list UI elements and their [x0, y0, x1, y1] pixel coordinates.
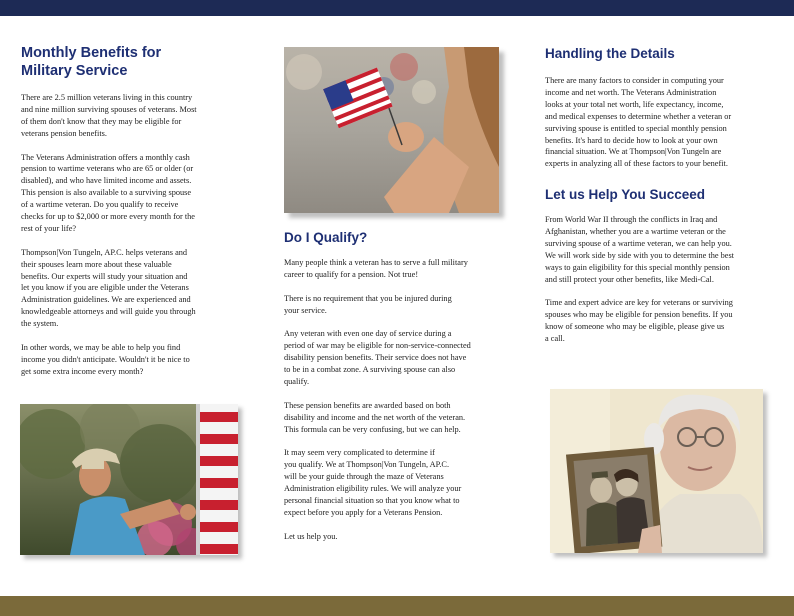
heading-let-us-help: Let us Help You Succeed: [545, 187, 706, 202]
right-column-text-2: [545, 214, 775, 357]
heading-handling-details: Handling the Details: [545, 46, 675, 61]
left-column-text: [21, 92, 246, 390]
heading-do-i-qualify: Do I Qualify?: [284, 230, 368, 245]
paragraph: Time and expert advice are key for veterans or surviving spouses who may be eligible for pension benefits. If you know of someone who may be eligible, please give us a call.: [545, 298, 733, 344]
paragraph: It may seem very complicated to determine if you qualify. We at Thompson|Von Tungeln, AP.C. will be your guide through the maze of Veterans Administration eligibility rules. We will analyze your personal financial situation so that you know what to expect before you apply for a Veterans Pension.: [284, 448, 462, 517]
paragraph: Many people think a veteran has to serve a full military career to qualify for a pension. Not true!: [284, 258, 468, 279]
top-color-bar: [0, 0, 794, 16]
middle-column-text: [284, 257, 509, 555]
paragraph: There are many factors to consider in computing your income and net worth. The Veterans Administration looks at your total net worth, life expectancy, income, and medical expenses to determine whether a veteran or surviving spouse is entitled to special monthly pension benefits. It's hard to decide how to look at your own financial situation. We at Thompson|Von Tungeln are experts in analyzing all of these factors to your benefit.: [545, 76, 732, 169]
paragraph: In other words, we may be able to help you find income you didn't anticipate. Wouldn't it be nice to get some extra income every month?: [21, 342, 190, 376]
paragraph: Let us help you.: [284, 531, 338, 541]
paragraph: There are 2.5 million veterans living in this country and nine million surviving spouses of veterans. Most of them don't know that they may be eligible for veterans pension benefits.: [21, 93, 197, 138]
right-column-text-1: [545, 75, 775, 182]
photo-elderly-woman-with-portrait: [550, 389, 763, 553]
heading-monthly-benefits: Monthly Benefits for Military Service: [21, 45, 162, 79]
paragraph: These pension benefits are awarded based on both disability and income and the net worth of the veteran. This formula can be very confusing, but we can help.: [284, 400, 466, 434]
paragraph: The Veterans Administration offers a monthly cash pension to wartime veterans who are 65 or older (or disabled), and who have limited income and assets. This pension is also available to a surviving spouse of a wartime veteran. Do you qualify to receive checks for up to $2,000 or more every month for the rest of your life?: [21, 152, 195, 233]
photo-veteran-raising-flag: [20, 404, 238, 555]
paragraph: There is no requirement that you be injured during your service.: [284, 293, 452, 315]
paragraph: Thompson|Von Tungeln, AP.C. helps veterans and their spouses learn more about these valuable benefits. Our experts will study your situation and let you know if you are eligible under the Veterans Administration guidelines. We are experienced and knowledgeable attorneys and will guide you through the system.: [21, 247, 196, 329]
photo-child-holding-flag: [284, 47, 499, 213]
paragraph: From World War II through the conflicts in Iraq and Afghanistan, whether you are a wartime veteran or the surviving spouse of a wartime veteran, we can help you. We will work side by side with you to determine the best ways to gain eligibility for this special monthly pension and still protect your other benefits, like Medi-Cal.: [545, 215, 734, 284]
paragraph: Any veteran with even one day of service during a period of war may be eligible for non-service-connected disability pension benefits. Their service does not have to be in a combat zone. A surviving spouse can also qualify.: [284, 329, 471, 387]
bottom-color-bar: [0, 596, 794, 616]
